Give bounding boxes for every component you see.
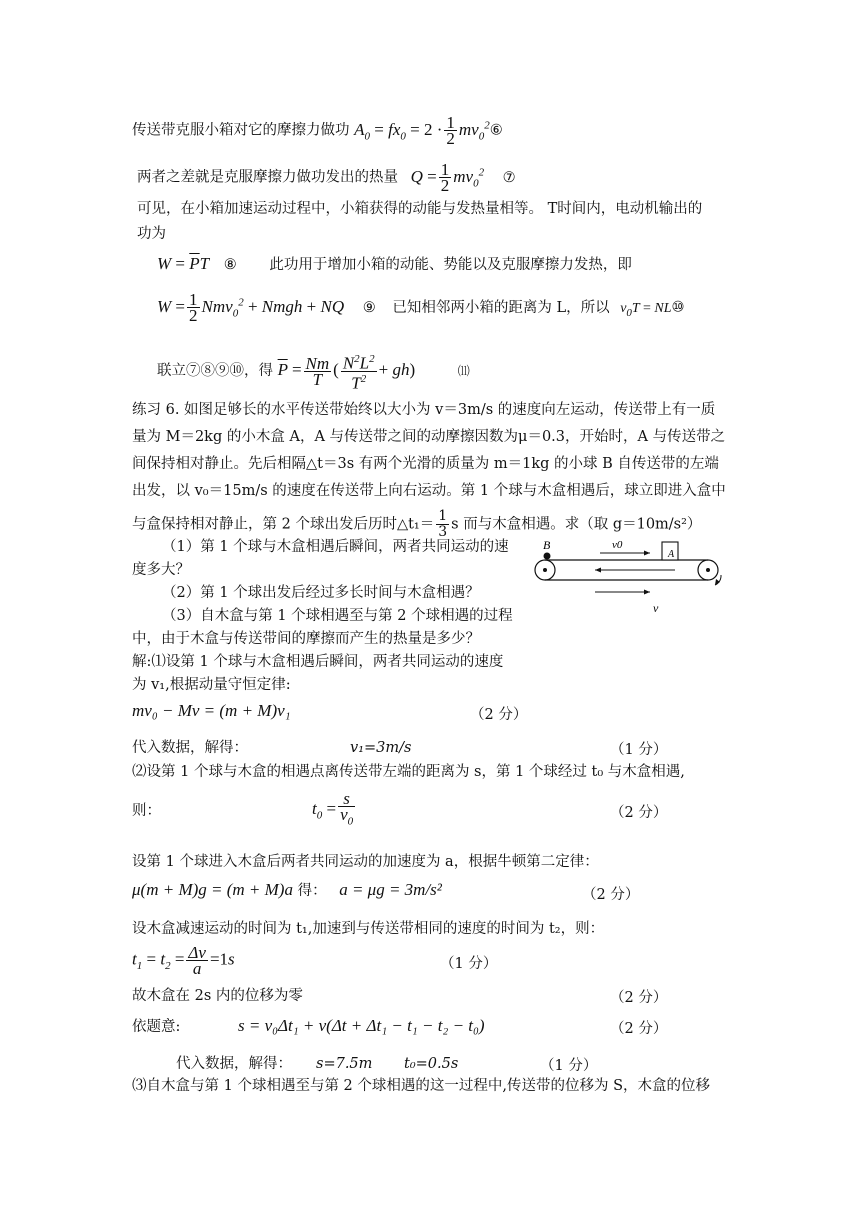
score: （1 分） xyxy=(610,742,668,758)
ball-b xyxy=(544,553,551,560)
formula-s: s = v₀Δt₁ + v(Δt + Δt₁ − t₁ − t₂ − t₀) xyxy=(238,1016,485,1035)
question-1: （1）第 1 个球与木盒相遇后瞬间，两者共同运动的速 xyxy=(162,539,509,555)
solution-then: 则： xyxy=(132,803,161,819)
formula-a: a = μg = 3m/s² xyxy=(339,880,442,899)
label-v: v xyxy=(653,601,659,615)
question-1-cont: 度多大？ xyxy=(132,562,190,578)
formula-q: Q = $\frac{1}{2}$ $mv_0^2$ xyxy=(410,160,485,196)
fraction-one-third: $\frac{1}{3}$ xyxy=(438,508,448,540)
line-w-sum xyxy=(157,290,685,326)
solution-part-2: ⑵设第 1 个球与木盒的相遇点离传送带左端的距离为 s，第 1 个球经过 t₀ 与木盒相遇, xyxy=(132,764,685,780)
score: （1 分） xyxy=(440,956,498,972)
result-v1: v₁=3m/s xyxy=(350,740,412,756)
solution-part-3: ⑶自木盒与第 1 个球相遇至与第 2 个球相遇的这一过程中,传送带的位移为 S，木盒的位移 xyxy=(132,1078,711,1094)
v-arrowhead xyxy=(644,590,650,595)
line-conclusion: 可见，在小箱加速运动过程中，小箱获得的动能与发热量相等。 T时间内，电动机输出的 xyxy=(137,201,703,217)
question-3: （3）自木盒与第 1 个球相遇至与第 2 个球相遇的过程 xyxy=(162,608,513,624)
v0-arrowhead xyxy=(644,551,650,556)
line-heat xyxy=(137,160,516,196)
belt-direction-arrowhead xyxy=(595,568,601,573)
text: 得： xyxy=(297,883,327,899)
solution-substitute-2: 代入数据，解得： xyxy=(176,1056,292,1072)
solution-times: 设木盒减速运动的时间为 t₁,加速到与传送带相同的速度的时间为 t₂，则： xyxy=(132,921,605,937)
formula-a0: $A_0 = fx_0 = 2$ · $\frac{1}{2}$ $mv_0^2$ xyxy=(354,113,490,149)
eq-mark: ⑨ xyxy=(362,299,376,316)
left-pulley-axle xyxy=(543,568,547,572)
solution-line-2: 为 v₁,根据动量守恒定律: xyxy=(132,677,291,693)
eq-mark: ⑩ xyxy=(671,299,685,316)
line-newton xyxy=(132,880,442,901)
eq-mark: ⑧ xyxy=(223,257,237,273)
score: （1 分） xyxy=(540,1058,598,1074)
eq-mark: ⑦ xyxy=(502,169,516,186)
solution-accel: 设第 1 个球进入木盒后两者共同运动的加速度为 a，根据牛顿第二定律： xyxy=(132,854,599,870)
score: （2 分） xyxy=(582,887,640,903)
conveyor-diagram xyxy=(525,530,745,620)
text: 联立⑦⑧⑨⑩，得 xyxy=(157,363,273,380)
solution-substitute: 代入数据，解得： xyxy=(132,740,248,756)
formula-t1-t2: $t_1 = t_2$ = $\frac{\Delta v}{a}$ =1s xyxy=(132,943,235,978)
label-b: B xyxy=(543,538,551,552)
formula-p: $\overline{P}$ = $\frac{Nm}{T}$ ( $\frac{N^2L^2}{T^2}$ + gh) xyxy=(277,353,416,393)
line-result-p xyxy=(157,352,470,393)
text: 已知相邻两小箱的距离为 L，所以 xyxy=(392,299,610,316)
label-v0: v0 xyxy=(612,539,623,551)
exercise-line-1: 练习 6. 如图足够长的水平传送带始终以大小为 v＝3m/s 的速度向左运动，传送带上有一质 xyxy=(132,402,716,418)
score: （2 分） xyxy=(610,805,668,821)
formula-v0t: $v_0T$ = NL xyxy=(620,300,672,319)
eq-mark: ⑥ xyxy=(489,122,503,139)
result-s: s=7.5m xyxy=(316,1056,373,1072)
line-w-pt xyxy=(157,254,632,275)
text: 与盒保持相对静止，第 2 个球出发后历时△t₁＝ xyxy=(132,516,435,533)
question-3-cont: 中，由于木盒与传送带间的摩擦而产生的热量是多少？ xyxy=(132,631,480,647)
score: （2 分） xyxy=(470,707,528,723)
momentum-formula: mv₀ − Mv = (m + M)v₁ xyxy=(132,701,291,720)
label-a: A xyxy=(668,549,675,560)
formula-t0: $t_0$ = $\frac{s}{v_0}$ xyxy=(312,789,354,828)
line-work-label: 功为 xyxy=(137,226,166,242)
result-t0: t₀=0.5s xyxy=(404,1056,459,1072)
solution-according: 依题意: xyxy=(132,1019,181,1035)
score: （2 分） xyxy=(610,1021,668,1037)
score: （2 分） xyxy=(610,990,668,1006)
eq-mark: ⑾ xyxy=(457,364,470,379)
text: 此功用于增加小箱的动能、势能以及克服摩擦力发热，即 xyxy=(269,257,632,273)
formula-newton: μ(m + M)g = (m + M)a xyxy=(132,880,293,899)
right-pulley-axle xyxy=(706,568,710,572)
solution-displacement: 故木盒在 2s 内的位移为零 xyxy=(132,988,303,1004)
text: 两者之差就是克服摩擦力做功发出的热量 xyxy=(137,169,398,186)
text: s 而与木盒相遇。求（取 g＝10m/s²） xyxy=(451,516,702,533)
question-2: （2）第 1 个球出发后经过多长时间与木盒相遇？ xyxy=(162,585,480,601)
formula-w-sum: W = $\frac{1}{2}$ Nmv$_0^2$ + Nmgh + NQ xyxy=(157,290,345,326)
exercise-line-4: 出发，以 v₀＝15m/s 的速度在传送带上向右运动。第 1 个球与木盒相遇后，球立即进入盒中 xyxy=(132,483,726,499)
line-work-formula xyxy=(132,113,503,149)
exercise-line-3: 间保持相对静止。先后相隔△t＝3s 有两个光滑的质量为 m＝1kg 的小球 B 自传送带的左端 xyxy=(132,456,719,472)
text: 传送带克服小箱对它的摩擦力做功 xyxy=(132,122,350,139)
solution-line-1: 解:⑴设第 1 个球与木盒相遇后瞬间，两者共同运动的速度 xyxy=(132,654,504,670)
formula-w-pt: $W = \overline{P}T$ xyxy=(157,254,210,273)
exercise-line-2: 量为 M＝2kg 的小木盒 A，A 与传送带之间的动摩擦因数为μ＝0.3，开始时，A 与传送带之 xyxy=(132,429,726,445)
